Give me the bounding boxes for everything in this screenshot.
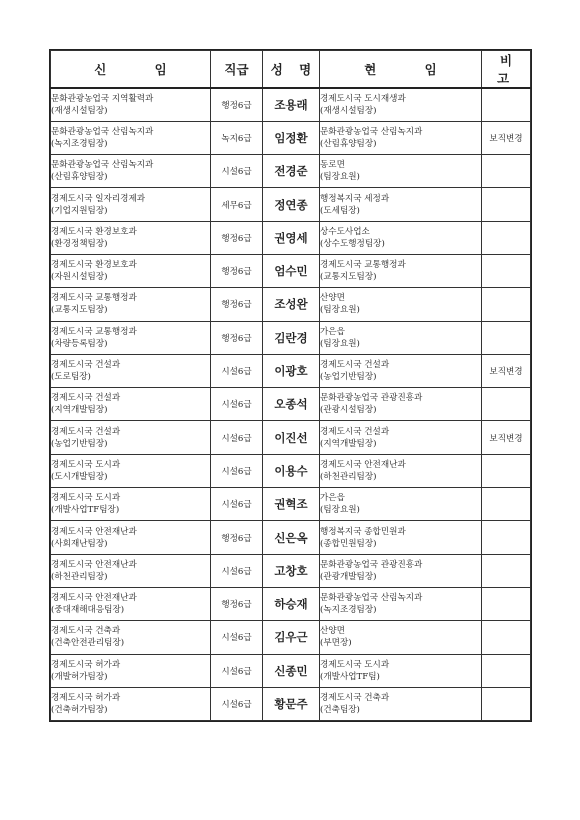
- new-post-cell: [51, 587, 211, 620]
- note-cell: 보직변경: [482, 421, 531, 454]
- name-cell: 권혁조: [263, 488, 320, 521]
- new-post-department: 문화관광농업국 지역활력과: [51, 93, 154, 104]
- new-post-position: (교통지도팀장): [51, 305, 108, 316]
- new-post-department: 경제도시국 건설과: [51, 393, 121, 404]
- current-post-department: 상수도사업소: [320, 226, 370, 237]
- new-post-position: (기업지원팀장): [51, 205, 108, 216]
- name-cell: 엄수민: [263, 254, 320, 287]
- new-post-position: (농업기반팀장): [51, 438, 108, 449]
- current-post-position: (관광개발팀장): [320, 571, 377, 582]
- current-post-position: (녹지조경팀장): [320, 605, 377, 616]
- new-post-department: 경제도시국 교통행정과: [51, 293, 137, 304]
- note-cell: [482, 321, 531, 354]
- current-post-position: (팀장요원): [320, 505, 360, 516]
- current-post-position: (도세팀장): [320, 205, 360, 216]
- current-post-department: 산양면: [320, 626, 345, 637]
- note-cell: [482, 654, 531, 687]
- new-post-department: 경제도시국 환경보호과: [51, 260, 137, 271]
- grade-cell: 시설6급: [211, 654, 263, 687]
- header-name: 성 명: [263, 51, 320, 89]
- table-row: [51, 587, 531, 620]
- current-post-cell: [320, 221, 482, 254]
- note-cell: [482, 521, 531, 554]
- name-cell: 정연종: [263, 188, 320, 221]
- table-row: [51, 488, 531, 521]
- name-cell: 하승재: [263, 587, 320, 620]
- new-post-position: (자원시설팀장): [51, 272, 108, 283]
- header-new-post: 신 임: [51, 51, 211, 89]
- current-post-department: 경제도시국 도시과: [320, 659, 390, 670]
- current-post-cell: [320, 354, 482, 387]
- new-post-position: (환경정책팀장): [51, 238, 108, 249]
- current-post-cell: [320, 321, 482, 354]
- table-row: [51, 321, 531, 354]
- current-post-position: (팀장요원): [320, 172, 360, 183]
- name-cell: 이진선: [263, 421, 320, 454]
- note-cell: [482, 454, 531, 487]
- note-cell: [482, 221, 531, 254]
- new-post-position: (차량등록팀장): [51, 338, 108, 349]
- grade-cell: 시설6급: [211, 621, 263, 654]
- current-post-department: 문화관광농업국 산림녹지과: [320, 593, 423, 604]
- note-cell: [482, 554, 531, 587]
- new-post-cell: [51, 155, 211, 188]
- grade-cell: 시설6급: [211, 421, 263, 454]
- new-post-position: (건축허가팀장): [51, 704, 108, 715]
- current-post-department: 경제도시국 건축과: [320, 692, 390, 703]
- new-post-department: 경제도시국 일자리경제과: [51, 193, 146, 204]
- grade-cell: 세무6급: [211, 188, 263, 221]
- new-post-department: 경제도시국 안전재난과: [51, 559, 137, 570]
- table-row: [51, 421, 531, 454]
- grade-cell: 행정6급: [211, 521, 263, 554]
- current-post-position: (개발사업TF팀): [320, 671, 380, 682]
- current-post-cell: [320, 521, 482, 554]
- note-cell: 보직변경: [482, 121, 531, 154]
- grade-cell: 녹지6급: [211, 121, 263, 154]
- current-post-cell: [320, 388, 482, 421]
- table-row: [51, 521, 531, 554]
- new-post-cell: [51, 554, 211, 587]
- new-post-cell: [51, 454, 211, 487]
- name-cell: 오종석: [263, 388, 320, 421]
- current-post-cell: [320, 587, 482, 620]
- name-cell: 조성완: [263, 288, 320, 321]
- grade-cell: 행정6급: [211, 88, 263, 121]
- new-post-position: (산림휴양팀장): [51, 172, 108, 183]
- table-row: [51, 354, 531, 387]
- new-post-department: 경제도시국 건축과: [51, 626, 121, 637]
- current-post-department: 가은읍: [320, 326, 345, 337]
- note-cell: [482, 288, 531, 321]
- current-post-cell: [320, 488, 482, 521]
- table-row: [51, 621, 531, 654]
- current-post-department: 경제도시국 안전재난과: [320, 459, 406, 470]
- table-row: [51, 288, 531, 321]
- current-post-position: (부면장): [320, 638, 352, 649]
- new-post-position: (도시개발팀장): [51, 471, 108, 482]
- personnel-table: [50, 50, 531, 721]
- new-post-department: 경제도시국 안전재난과: [51, 593, 137, 604]
- table-row: [51, 254, 531, 287]
- current-post-position: (팀장요원): [320, 338, 360, 349]
- current-post-department: 경제도시국 교통행정과: [320, 260, 406, 271]
- new-post-cell: [51, 88, 211, 121]
- note-cell: [482, 88, 531, 121]
- name-cell: 김우근: [263, 621, 320, 654]
- new-post-cell: [51, 488, 211, 521]
- new-post-cell: [51, 621, 211, 654]
- note-cell: [482, 687, 531, 720]
- table-row: [51, 88, 531, 121]
- new-post-position: (건축안전관리팀장): [51, 638, 125, 649]
- table-row: [51, 554, 531, 587]
- new-post-department: 경제도시국 허가과: [51, 692, 121, 703]
- header-row: [51, 51, 531, 89]
- new-post-position: (중대재해대응팀장): [51, 605, 125, 616]
- current-post-cell: [320, 554, 482, 587]
- note-cell: [482, 188, 531, 221]
- current-post-position: (관광시설팀장): [320, 405, 377, 416]
- current-post-position: (교통지도팀장): [320, 272, 377, 283]
- note-cell: [482, 587, 531, 620]
- table-row: [51, 687, 531, 720]
- name-cell: 신은옥: [263, 521, 320, 554]
- new-post-cell: [51, 254, 211, 287]
- current-post-position: (팀장요원): [320, 305, 360, 316]
- new-post-department: 경제도시국 건설과: [51, 360, 121, 371]
- current-post-cell: [320, 121, 482, 154]
- table-row: [51, 188, 531, 221]
- note-cell: [482, 621, 531, 654]
- note-cell: [482, 155, 531, 188]
- table-row: [51, 221, 531, 254]
- current-post-department: 산양면: [320, 293, 345, 304]
- name-cell: 황문주: [263, 687, 320, 720]
- name-cell: 조용래: [263, 88, 320, 121]
- note-cell: [482, 254, 531, 287]
- current-post-position: (종합민원팀장): [320, 538, 377, 549]
- new-post-cell: [51, 221, 211, 254]
- current-post-position: (산림휴양팀장): [320, 138, 377, 149]
- new-post-position: (녹지조경팀장): [51, 138, 108, 149]
- new-post-position: (도로팀장): [51, 372, 91, 383]
- grade-cell: 시설6급: [211, 687, 263, 720]
- grade-cell: 시설6급: [211, 554, 263, 587]
- new-post-cell: [51, 321, 211, 354]
- new-post-position: (개발허가팀장): [51, 671, 108, 682]
- header-grade: 직급: [211, 51, 263, 89]
- current-post-cell: [320, 188, 482, 221]
- name-cell: 권영세: [263, 221, 320, 254]
- name-cell: 이광호: [263, 354, 320, 387]
- new-post-position: (지역개발팀장): [51, 405, 108, 416]
- table-row: [51, 454, 531, 487]
- name-cell: 임정환: [263, 121, 320, 154]
- new-post-cell: [51, 288, 211, 321]
- current-post-cell: [320, 288, 482, 321]
- current-post-position: (재생시설팀장): [320, 105, 377, 116]
- current-post-position: (하천관리팀장): [320, 471, 377, 482]
- table-body: [51, 88, 531, 721]
- current-post-department: 경제도시국 건설과: [320, 360, 390, 371]
- new-post-department: 경제도시국 도시과: [51, 459, 121, 470]
- new-post-position: (개발사업TF팀장): [51, 505, 120, 516]
- table-row: [51, 388, 531, 421]
- name-cell: 전경준: [263, 155, 320, 188]
- current-post-cell: [320, 654, 482, 687]
- grade-cell: 행정6급: [211, 288, 263, 321]
- name-cell: 신종민: [263, 654, 320, 687]
- current-post-department: 행정복지국 세정과: [320, 193, 390, 204]
- new-post-department: 경제도시국 허가과: [51, 659, 121, 670]
- new-post-cell: [51, 421, 211, 454]
- current-post-department: 경제도시국 건설과: [320, 426, 390, 437]
- current-post-department: 문화관광농업국 산림녹지과: [320, 126, 423, 137]
- current-post-department: 문화관광농업국 관광진흥과: [320, 559, 423, 570]
- note-cell: 보직변경: [482, 354, 531, 387]
- new-post-position: (재생시설팀장): [51, 105, 108, 116]
- grade-cell: 시설6급: [211, 388, 263, 421]
- grade-cell: 행정6급: [211, 254, 263, 287]
- current-post-department: 문화관광농업국 관광진흥과: [320, 393, 423, 404]
- new-post-cell: [51, 388, 211, 421]
- new-post-cell: [51, 687, 211, 720]
- current-post-department: 경제도시국 도시재생과: [320, 93, 406, 104]
- new-post-cell: [51, 521, 211, 554]
- header-current-post: 현 임: [320, 51, 482, 89]
- current-post-cell: [320, 421, 482, 454]
- note-cell: [482, 488, 531, 521]
- grade-cell: 행정6급: [211, 221, 263, 254]
- current-post-department: 동로면: [320, 160, 345, 171]
- new-post-department: 경제도시국 교통행정과: [51, 326, 137, 337]
- table-row: [51, 121, 531, 154]
- new-post-department: 경제도시국 안전재난과: [51, 526, 137, 537]
- grade-cell: 시설6급: [211, 155, 263, 188]
- new-post-department: 경제도시국 환경보호과: [51, 226, 137, 237]
- current-post-department: 행정복지국 종합민원과: [320, 526, 406, 537]
- current-post-cell: [320, 454, 482, 487]
- new-post-position: (사회재난팀장): [51, 538, 108, 549]
- note-cell: [482, 388, 531, 421]
- new-post-position: (하천관리팀장): [51, 571, 108, 582]
- table-row: [51, 155, 531, 188]
- name-cell: 이용수: [263, 454, 320, 487]
- current-post-position: (농업기반팀장): [320, 372, 377, 383]
- current-post-position: (지역개발팀장): [320, 438, 377, 449]
- name-cell: 김란경: [263, 321, 320, 354]
- new-post-department: 문화관광농업국 산림녹지과: [51, 160, 154, 171]
- current-post-position: (건축팀장): [320, 704, 360, 715]
- current-post-cell: [320, 621, 482, 654]
- new-post-cell: [51, 121, 211, 154]
- new-post-department: 경제도시국 도시과: [51, 493, 121, 504]
- new-post-cell: [51, 188, 211, 221]
- new-post-department: 문화관광농업국 산림녹지과: [51, 126, 154, 137]
- table-row: [51, 654, 531, 687]
- current-post-cell: [320, 687, 482, 720]
- name-cell: 고창호: [263, 554, 320, 587]
- grade-cell: 행정6급: [211, 321, 263, 354]
- current-post-cell: [320, 254, 482, 287]
- current-post-position: (상수도행정팀장): [320, 238, 385, 249]
- new-post-cell: [51, 654, 211, 687]
- grade-cell: 시설6급: [211, 488, 263, 521]
- grade-cell: 행정6급: [211, 587, 263, 620]
- current-post-cell: [320, 155, 482, 188]
- current-post-department: 가은읍: [320, 493, 345, 504]
- new-post-department: 경제도시국 건설과: [51, 426, 121, 437]
- new-post-cell: [51, 354, 211, 387]
- grade-cell: 시설6급: [211, 454, 263, 487]
- current-post-cell: [320, 88, 482, 121]
- header-note: 비 고: [482, 51, 531, 89]
- grade-cell: 시설6급: [211, 354, 263, 387]
